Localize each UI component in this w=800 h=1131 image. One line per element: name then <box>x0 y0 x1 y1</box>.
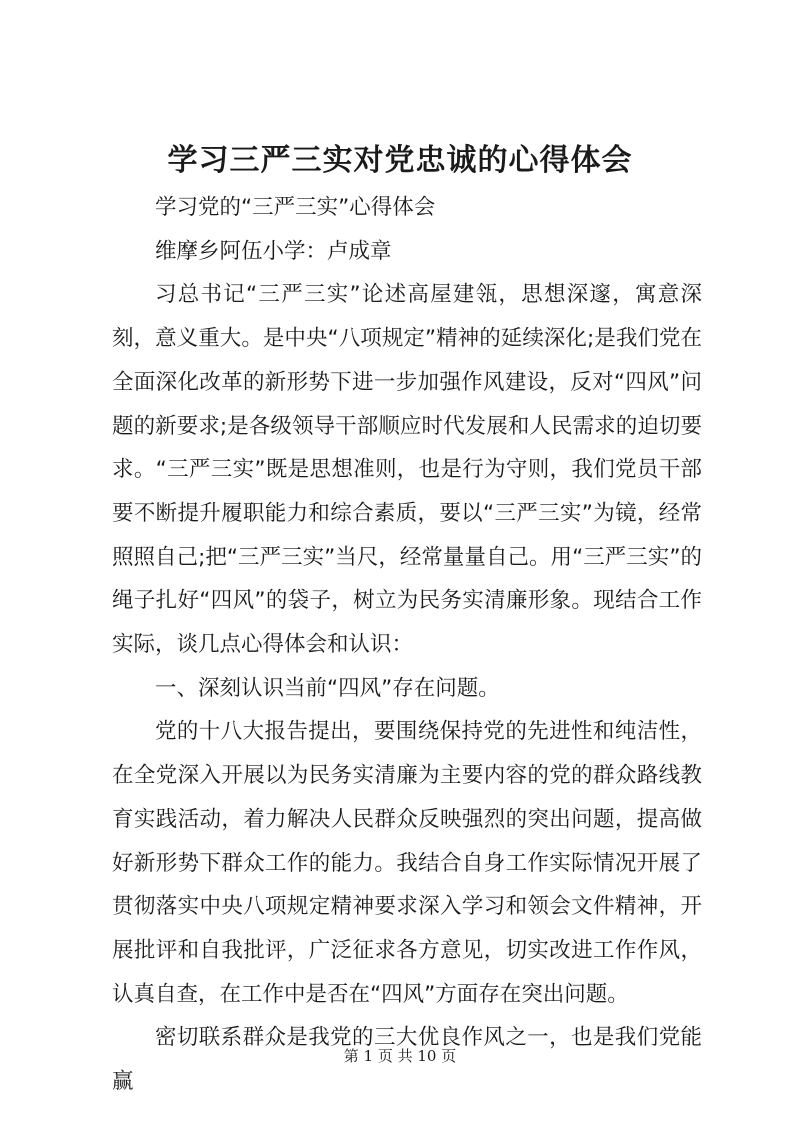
page-footer: 第 1 页 共 10 页 <box>343 1047 457 1065</box>
body-paragraph: 习总书记“三严三实”论述高屋建瓴，思想深邃，寓意深刻，意义重大。是中央“八项规定”精神的延续深化;是我们党在全面深化改革的新形势下进一步加强作风建设，反对“四风”问题的新要求;是各级领导干部顺应时代发展和人民需求的迫切要求。“三严三实”既是思想准则，也是行为守则，我们党员干部要不断提升履职能力和综合素质，要以“三严三实”为镜，经常照照自己;把“三严三实”当尺，经常量量自己。用“三严三实”的绳子扎好“四风”的袋子，树立为民务实清廉形象。现结合工作实际，谈几点心得体会和认识： <box>112 282 702 658</box>
document-title: 学习三严三实对党忠诚的心得体会 <box>167 143 633 178</box>
body-paragraph: 密切联系群众是我党的三大优良作风之一，也是我们党能赢 <box>112 1025 702 1095</box>
section-heading: 一、深刻认识当前“四风”存在问题。 <box>155 675 500 701</box>
body-paragraph: 党的十八大报告提出，要围绕保持党的先进性和纯洁性，在全党深入开展以为民务实清廉为主要内容的党的群众路线教育实践活动，着力解决人民群众反映强烈的突出问题，提高做好新形势下群众工作的能力。我结合自身工作实际情况开展了贯彻落实中央八项规定精神要求深入学习和领会文件精神，开展批评和自我批评，广泛征求各方意见，切实改进工作作风，认真自查，在工作中是否在“四风”方面存在突出问题。 <box>112 719 702 1007</box>
document-body <box>112 186 702 1104</box>
subtitle-paragraph: 学习党的“三严三实”心得体会 <box>155 195 436 220</box>
author-paragraph: 维摩乡阿伍小学：卢成章 <box>155 238 392 264</box>
